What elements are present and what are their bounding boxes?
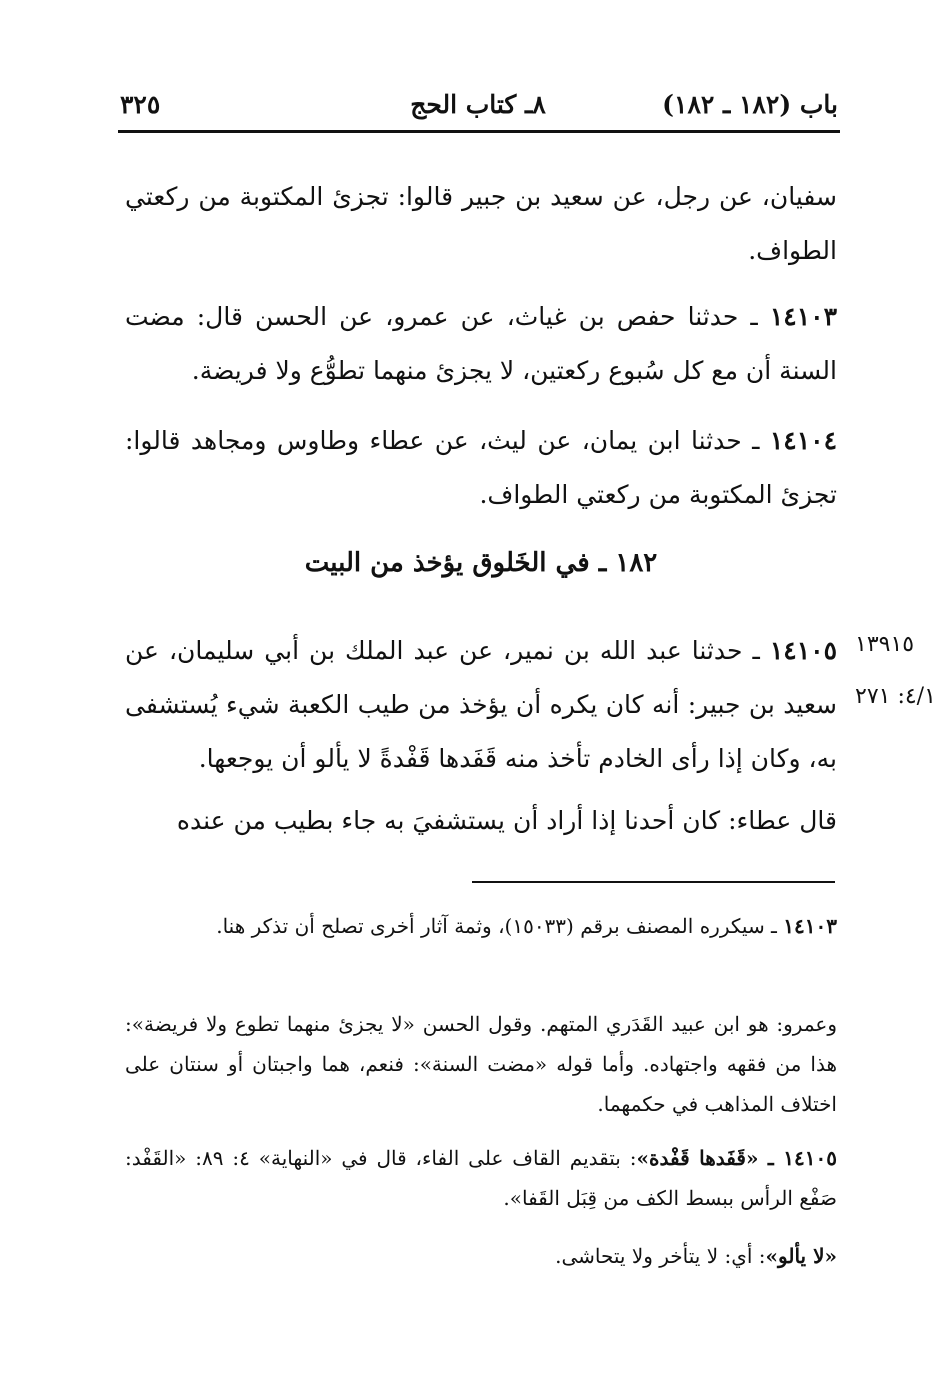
page-header [118, 82, 838, 126]
margin-reference: ١٣٩١٥ [855, 632, 915, 657]
footnote-14103 [125, 906, 837, 946]
hadith-14105 [125, 624, 837, 786]
footnote-term: ـ «قَفَدها قَفْدة» [636, 1146, 784, 1170]
footnote-text: ـ سيكرره المصنف برقم (١٥٠٣٣)، وثمة آثار أخرى تصلح أن تذكر هنا. [216, 914, 784, 938]
paragraph-continued: سفيان، عن رجل، عن سعيد بن جبير قالوا: تجزئ المكتوبة من ركعتي الطواف. [125, 182, 837, 265]
hadith-text: ـ حدثنا حفص بن غياث، عن عمرو، عن الحسن قال: مضت السنة أن مع كل سُبوع ركعتين، لا يجزئ منهما تطوُّع ولا فريضة. [125, 302, 837, 385]
section-heading: ١٨٢ ـ في الخَلوق يؤخذ من البيت [304, 548, 658, 578]
book-title: ٨ـ كتاب الحج [410, 90, 546, 119]
hadith-text: ـ حدثنا عبد الله بن نمير، عن عبد الملك بن أبي سليمان، عن سعيد بن جبير: أنه كان يكره أن يؤخذ من طيب الكعبة شيء يُستشفى به، وكان إذا رأى الخادم تأخذ منه قَفَدها قَفْدةً لا يألو أن يوجعها. [125, 636, 837, 773]
hadith-14104 [125, 414, 837, 522]
footnote-14105 [125, 1138, 837, 1218]
footnote-rule [472, 881, 835, 883]
hadith-number: ١٤١٠٤ [769, 426, 837, 455]
footnote-amr: وعمرو: هو ابن عبيد القَدَري المتهم. وقول الحسن «لا يجزئ منهما تطوع ولا فريضة»: هذا من فقهه واجتهاده. وأما قوله «مضت السنة»: فنعم، هما واجبتان أو سنتان على اختلاف المذاهب في حكمهما. [125, 1012, 837, 1116]
hadith-number: ١٤١٠٣ [769, 302, 837, 331]
chapter-range: باب (١٨٢ ـ ١٨٢) [662, 90, 838, 119]
header-rule [118, 130, 840, 133]
footnote-term: «لا يألو» [765, 1244, 837, 1268]
hadith-text: ـ حدثنا ابن يمان، عن ليث، عن عطاء وطاوس ومجاهد قالوا: تجزئ المكتوبة من ركعتي الطواف. [125, 426, 837, 509]
footnote-number: ١٤١٠٣ [783, 914, 837, 938]
margin-reference: ٤/١: ٢٧١ [855, 684, 936, 709]
footnote-text: : أي: لا يتأخر ولا يتحاشى. [555, 1244, 766, 1268]
paragraph-atta: قال عطاء: كان أحدنا إذا أراد أن يستشفيَ به جاء بطيب من عنده [176, 806, 837, 835]
footnote-text: : بتقديم القاف على الفاء، قال في «النهاية» ٤: ٨٩: «القَفْد: صَفْع الرأس ببسط الكف من قِبَل القَفا». [125, 1146, 837, 1210]
hadith-number: ١٤١٠٥ [769, 636, 837, 665]
page-number: ٣٢٥ [120, 90, 161, 119]
footnote-number: ١٤١٠٥ [783, 1146, 838, 1170]
footnote-la-yalu [125, 1236, 837, 1276]
hadith-14103 [125, 290, 837, 398]
